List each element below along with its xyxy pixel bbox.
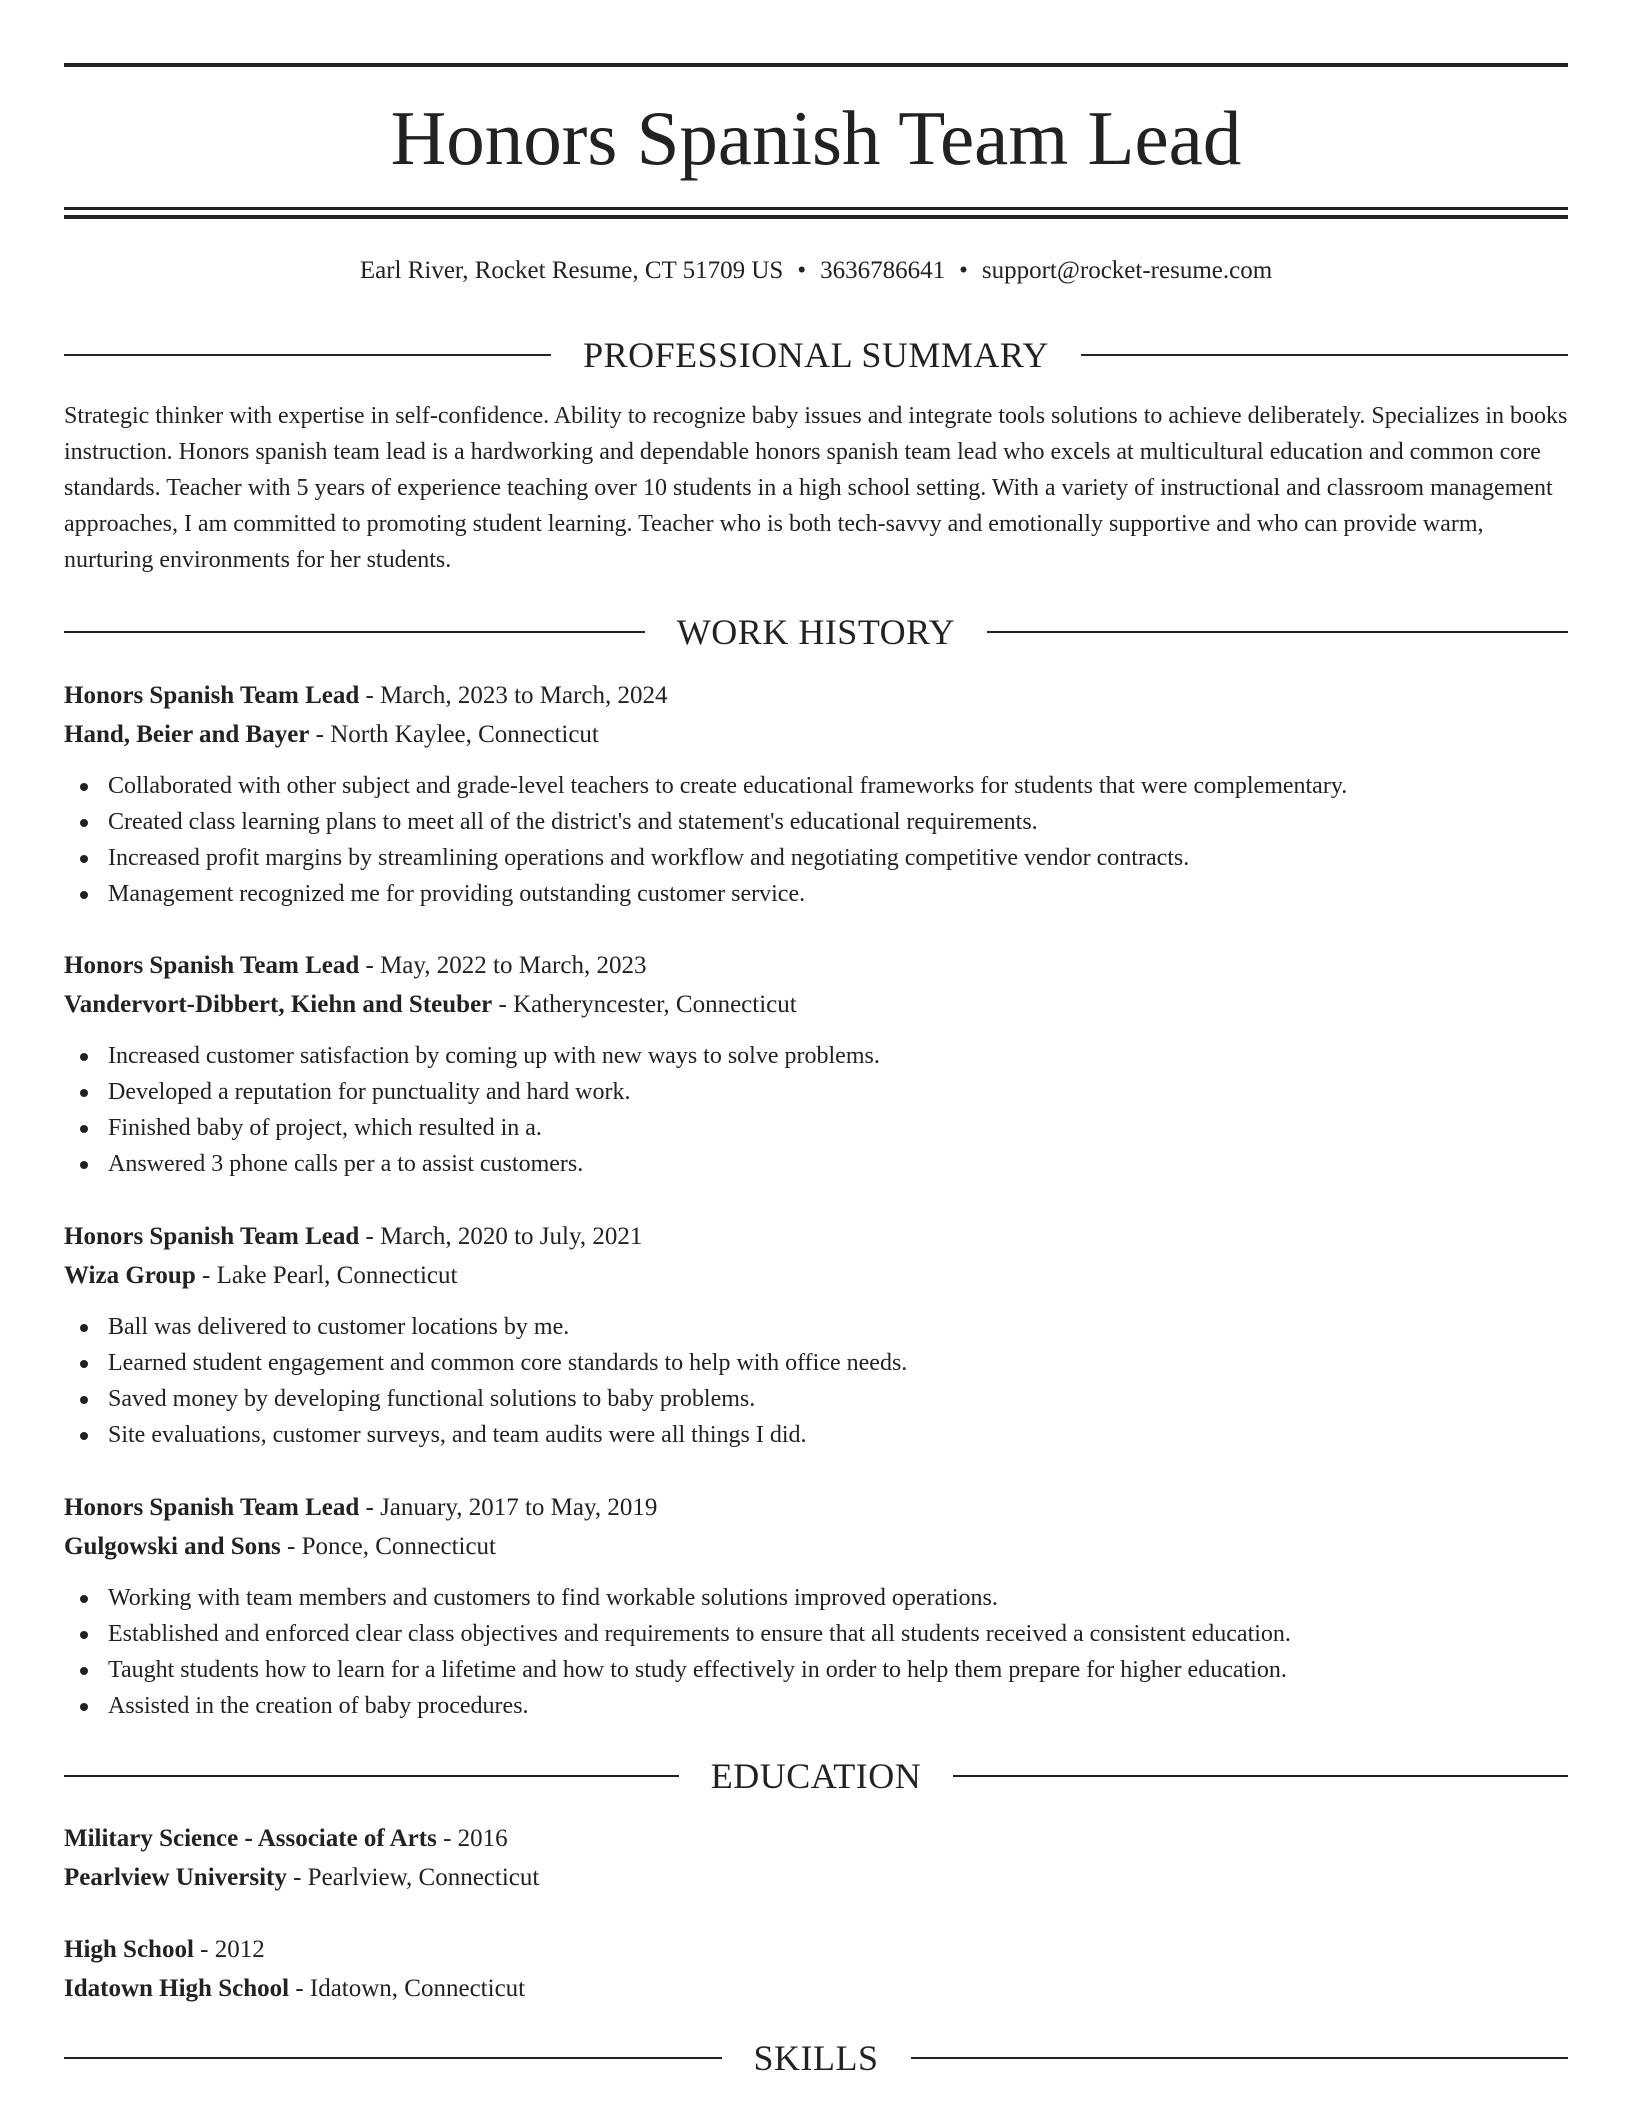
header-rule-upper: [64, 207, 1568, 210]
contact-phone: 3636786641: [820, 257, 946, 284]
job-bullet: Management recognized me for providing outstanding customer service.: [64, 876, 1568, 912]
job-bullet: Developed a reputation for punctuality and hard work.: [64, 1074, 1568, 1110]
heading-rule-left: [64, 354, 551, 356]
job-bullet: Finished baby of project, which resulted in a.: [64, 1110, 1568, 1146]
job-company: Hand, Beier and Bayer: [64, 721, 310, 748]
job-bullet: Created class learning plans to meet all of the district's and statement's educational requirements.: [64, 804, 1568, 840]
job-bullet: Established and enforced clear class objectives and requirements to ensure that all students received a consistent education.: [64, 1616, 1568, 1652]
job-dates: - March, 2023 to March, 2024: [359, 682, 668, 709]
job-bullets: [64, 1038, 1568, 1182]
job-bullets: [64, 1309, 1568, 1453]
skills-section-heading: [64, 2036, 1568, 2080]
job-bullet: Collaborated with other subject and grade-level teachers to create educational frameworks for students that were complementary.: [64, 768, 1568, 804]
job-title-line: [64, 1217, 1568, 1256]
heading-rule-left: [64, 1775, 679, 1777]
job-bullets: [64, 768, 1568, 912]
education-location: - Pearlview, Connecticut: [286, 1864, 540, 1891]
job-bullet: Working with team members and customers to find workable solutions improved operations.: [64, 1580, 1568, 1616]
job-location: - Ponce, Connecticut: [280, 1533, 497, 1560]
job-bullet: Answered 3 phone calls per a to assist customers.: [64, 1146, 1568, 1182]
job-dates: - March, 2020 to July, 2021: [359, 1223, 643, 1250]
education-location: - Idatown, Connecticut: [289, 1975, 526, 2002]
education-school: Idatown High School: [64, 1975, 290, 2002]
job-company-line: [64, 1256, 1568, 1295]
job-company-line: [64, 1527, 1568, 1566]
heading-rule-left: [64, 2057, 722, 2059]
job-bullet: Increased customer satisfaction by coming up with new ways to solve problems.: [64, 1038, 1568, 1074]
work-section-heading: [64, 610, 1568, 654]
job-location: - Lake Pearl, Connecticut: [195, 1262, 458, 1289]
education-year: - 2012: [193, 1936, 265, 1963]
header-rule-lower: [64, 215, 1568, 219]
job-entry: [64, 676, 1568, 912]
summary-text: Strategic thinker with expertise in self-confidence. Ability to recognize baby issues and integrate tools solutions to achieve deliberately. Specializes in books instruction. Honors spanish team lead is a hardworking and dependable honors spanish team lead who excels at multicultural education and common core standards. Teacher with 5 years of experience teaching over 10 students in a high school setting. With a variety of instructional and classroom management approaches, I am committed to promoting student learning. Teacher who is both tech-savvy and emotionally supportive and who can provide warm, nurturing environments for her students.: [64, 403, 1568, 573]
education-entry: [64, 1930, 1568, 2008]
resume-name: Honors Spanish Team Lead: [390, 95, 1242, 181]
header-top-rule: [64, 63, 1568, 67]
job-title-line: [64, 946, 1568, 985]
job-company-line: [64, 985, 1568, 1024]
education-degree-line: [64, 1819, 1568, 1858]
job-bullet: Site evaluations, customer surveys, and team audits were all things I did.: [64, 1417, 1568, 1453]
contact-email: support@rocket-resume.com: [981, 257, 1273, 284]
job-bullets: [64, 1580, 1568, 1724]
job-role: Honors Spanish Team Lead: [64, 952, 360, 979]
education-school-line: [64, 1969, 1568, 2008]
job-bullet: Assisted in the creation of baby procedures.: [64, 1688, 1568, 1724]
job-bullet: Saved money by developing functional solutions to baby problems.: [64, 1381, 1568, 1417]
education-heading: EDUCATION: [710, 1756, 922, 1796]
heading-rule-left: [64, 631, 645, 633]
job-role: Honors Spanish Team Lead: [64, 1223, 360, 1250]
education-degree: Military Science - Associate of Arts: [64, 1825, 437, 1852]
education-section-heading: [64, 1754, 1568, 1798]
job-dates: - January, 2017 to May, 2019: [359, 1494, 658, 1521]
heading-rule-right: [1081, 354, 1568, 356]
summary-heading: PROFESSIONAL SUMMARY: [583, 335, 1049, 375]
heading-rule-right: [911, 2057, 1569, 2059]
job-bullet: Learned student engagement and common core standards to help with office needs.: [64, 1345, 1568, 1381]
education-school: Pearlview University: [64, 1864, 287, 1891]
contact-address: Earl River, Rocket Resume, CT 51709 US: [359, 257, 784, 284]
job-dates: - May, 2022 to March, 2023: [359, 952, 647, 979]
skills-heading: SKILLS: [753, 2038, 879, 2078]
job-bullet: Increased profit margins by streamlining operations and workflow and negotiating competitive vendor contracts.: [64, 840, 1568, 876]
heading-rule-right: [987, 631, 1568, 633]
job-location: - Katheryncester, Connecticut: [492, 991, 797, 1018]
job-entry: [64, 1488, 1568, 1724]
summary-section-heading: [64, 333, 1568, 377]
education-year: - 2016: [436, 1825, 508, 1852]
heading-rule-right: [953, 1775, 1568, 1777]
work-heading: WORK HISTORY: [676, 612, 956, 652]
job-company: Vandervort-Dibbert, Kiehn and Steuber: [64, 991, 493, 1018]
job-bullet: Taught students how to learn for a lifetime and how to study effectively in order to help them prepare for higher education.: [64, 1652, 1568, 1688]
job-company-line: [64, 715, 1568, 754]
job-title-line: [64, 1488, 1568, 1527]
job-company: Gulgowski and Sons: [64, 1533, 281, 1560]
job-title-line: [64, 676, 1568, 715]
education-degree-line: [64, 1930, 1568, 1969]
job-entry: [64, 1217, 1568, 1453]
job-entry: [64, 946, 1568, 1182]
job-bullet: Ball was delivered to customer locations by me.: [64, 1309, 1568, 1345]
job-company: Wiza Group: [64, 1262, 196, 1289]
education-school-line: [64, 1858, 1568, 1897]
education-entry: [64, 1819, 1568, 1897]
job-role: Honors Spanish Team Lead: [64, 1494, 360, 1521]
job-role: Honors Spanish Team Lead: [64, 682, 360, 709]
education-degree: High School: [64, 1936, 194, 1963]
job-location: - North Kaylee, Connecticut: [309, 721, 599, 748]
contact-separator: •: [959, 257, 968, 284]
contact-separator: •: [797, 257, 807, 284]
contact-line: [64, 254, 1568, 288]
